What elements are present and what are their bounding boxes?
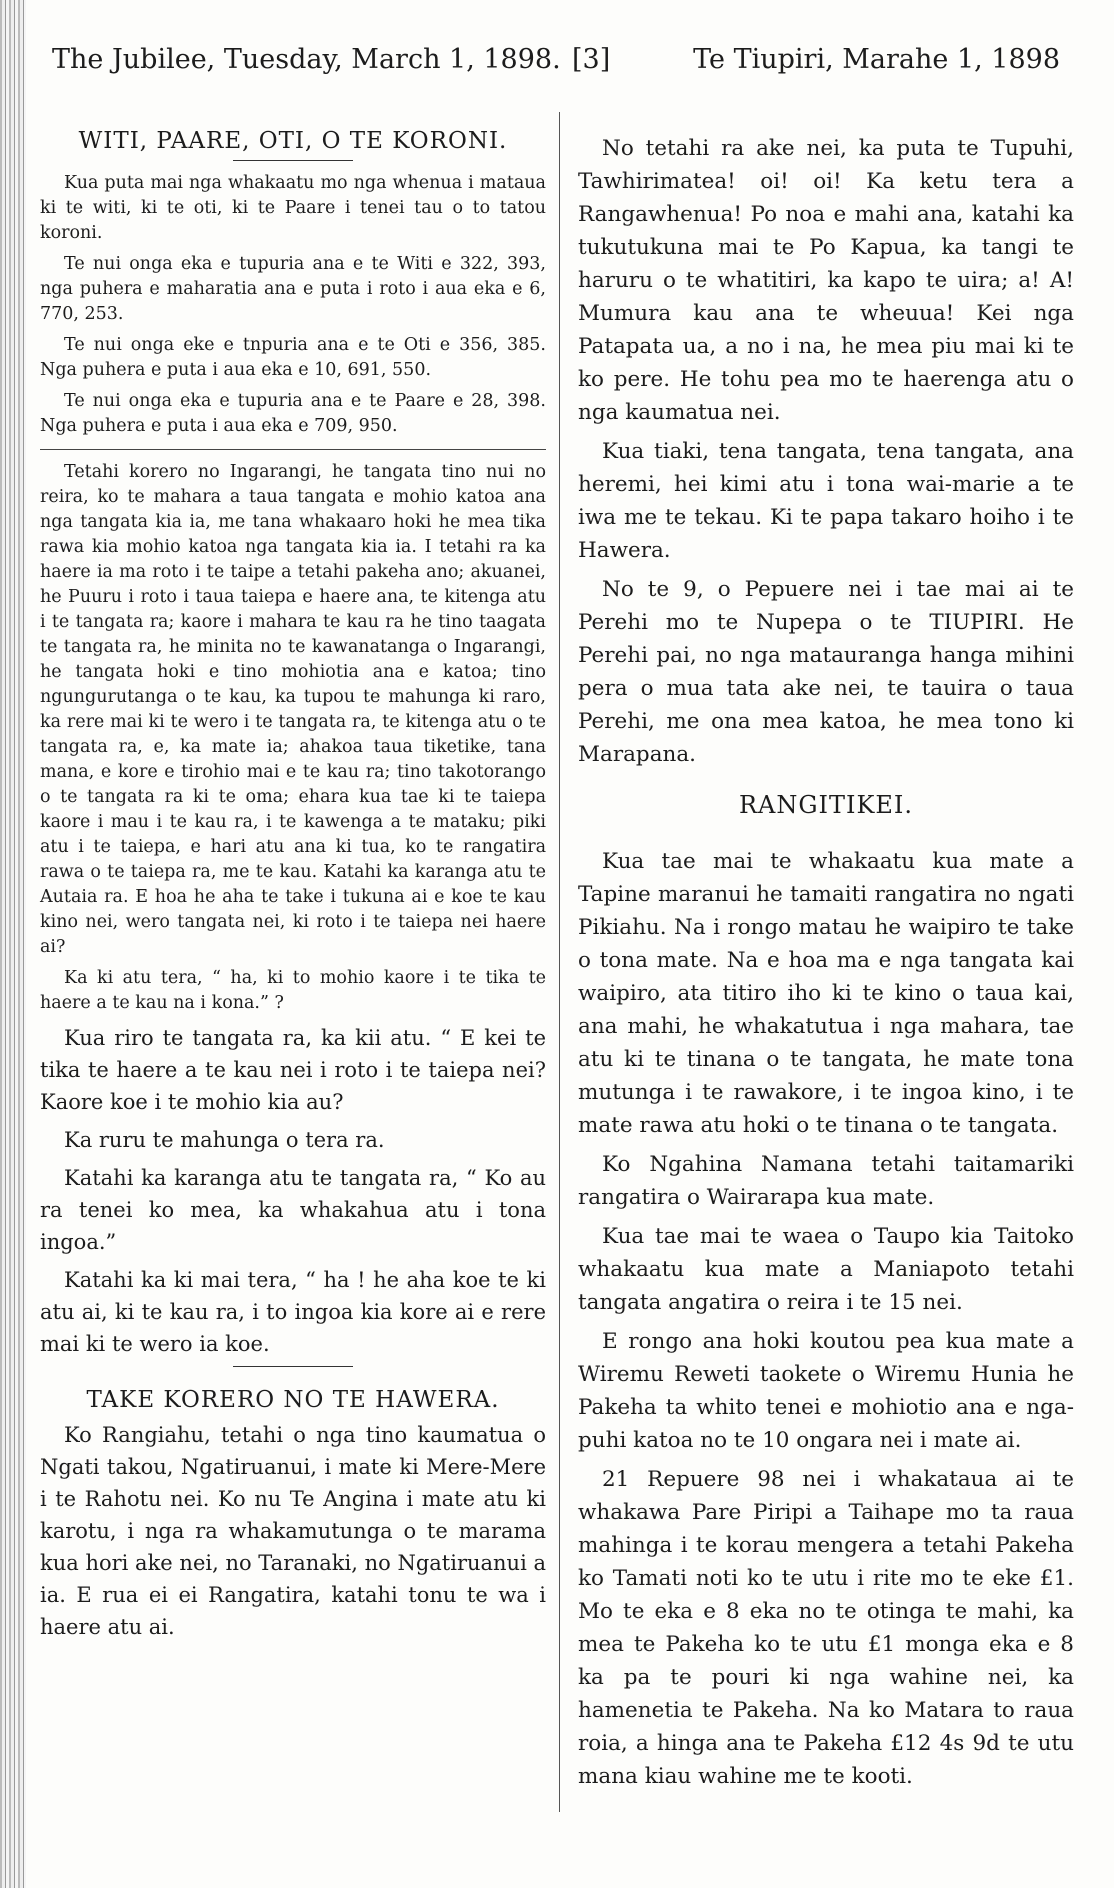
paragraph: No te 9, o Pepuere nei i tae mai ai te Perehi mo te Nupepa o te TIUPIRI. He Perehi pai, no nga matauranga hanga mihini pera o mua tata ake nei, te tauira o taua Perehi, me ona mea katoa, he mea tono ki Marapana. (578, 577, 1074, 767)
right-column (578, 132, 1074, 1799)
storm-article (578, 132, 1074, 771)
paragraph: Ka ruru te mahunga o tera ra. (64, 1128, 385, 1152)
page-number: [3] (572, 44, 611, 75)
hawera-article (40, 1419, 546, 1643)
paragraph: No tetahi ra ake nei, ka puta te Tupuhi, Tawhirimatea! oi! oi! Ka ketu tera a Rangawhenua! Po noa e mahi ana, katahi ka tukutukuna mai te Po Kapua, ka tangi te haruru o te whatitiri, ka kapo te uira; a! A! Mumura kau ana te wheuua! Kei nga Patapata ua, a no i na, he mea piu mai ki te ko pere. He tohu pea mo te haerenga atu o nga kaumatua nei. (578, 136, 1074, 425)
paragraph: E rongo ana hoki koutou pea kua mate a Wiremu Reweti taokete o Wiremu Hunia he Pakeha ta whito tenei e mohiotio ana e nga-puhi katoa no te 10 ongara nei i mate ai. (578, 1329, 1074, 1453)
column-divider (559, 112, 560, 1812)
paragraph: Ko Rangiahu, tetahi o nga tino kaumatua o Ngati takou, Ngatiruanui, i mate ki Mere-Mere i te Rahotu nei. Ko nu Te Angina i mate atu ki karotu, i nga ra whakamutunga o te marama kua hori ake nei, no Taranaki, no Ngatiruanui a ia. E rua ei ei Rangatira, katahi tonu te wa i haere atu ai. (40, 1423, 546, 1639)
rangitikei-article (578, 845, 1074, 1793)
paragraph: Kua puta mai nga whakaatu mo nga whenua i mataua ki te witi, ki te oti, ki te Paare i tenei tau o to tatou koroni. (40, 173, 546, 243)
section-title-crops: WITI, PAARE, OTI, O TE KORONI. (78, 128, 508, 154)
bull-story-continued (40, 1022, 546, 1360)
page-header (38, 44, 1074, 84)
paragraph: Te nui onga eka e tupuria ana e te Witi e 322, 393, nga puhera e maharatia ana e puta i roto i aua eka e 6, 770, 253. (40, 254, 546, 324)
section-divider (40, 449, 546, 450)
left-column (40, 108, 546, 1649)
paragraph: Tetahi korero no Ingarangi, he tangata tino nui no reira, ko te mahara a taua tangata e mohio katoa ana nga tangata kia ia, me tana whakaaro hoki he mea tika rawa kia mohio katoa nga tangata kia ia. I tetahi ra ka haere ia ma roto i te taipe a tetahi pakeha ano; akuanei, he Puuru i roto i taua taiepa e haere ana, te kitenga atu i te tangata ra; kaore i mahara te kau ra he tino taagata te tangata ra, he minita no te kawanatanga o Ingarangi, he tangata hoki e tino mohiotia ana e katoa; tino ngungurutanga o te kau, ka tupou te mahunga ki raro, ka rere mai ki te wero i te tangata ra, te kitenga atu o te tangata ra, e, ka mate ia; ahakoa taua tiketike, tana mana, e kore e tirohio mai e te kau ra; tino takotorango o te tangata ra ki te oma; ehara kua tae ki te taiepa kaore i mau i te kau ra, i te kawenga a te mataku; piki atu i te taiepa, e hari atu ana ki tua, ko te rangatira rawa o te taiepa ra, me te kau. Katahi ka karanga atu te Autaia ra. E hoa he aha te take i tukuna ai e koe te kau kino nei, wero tangata nei, ki roto i te taiepa nei haere ai? (40, 462, 546, 957)
paragraph: Ko Ngahina Namana tetahi taitamariki rangatira o Wairarapa kua mate. (578, 1152, 1074, 1210)
header-english-title: The Jubilee, Tuesday, March 1, 1898. (52, 44, 561, 75)
paragraph: Te nui onga eke e tnpuria ana e te Oti e 356, 385. Nga puhera e puta i aua eka e 10, 691, 550. (40, 335, 546, 380)
paragraph: Katahi ka karanga atu te tangata ra, “ Ko au ra tenei ko mea, ka whakahua atu i tona ingoa.” (40, 1166, 546, 1254)
section-divider (233, 1366, 353, 1367)
paragraph: 21 Repuere 98 nei i whakataua ai te whakawa Pare Piripi a Taihape mo ta raua mahinga i te korau mengera a tetahi Pakeha ko Tamati noti ko te utu i rite mo te eke £1. Mo te eka e 8 eka no te otinga te mahi, ka mea te Pakeha ko te utu £1 monga eka e 8 ka pa te pouri ki nga wahine nei, ka hamenetia te Pakeha. Na ko Matara to raua roia, a hinga ana te Pakeha £12 4s 9d te utu mana kiau wahine me te kooti. (578, 1467, 1074, 1789)
paragraph: Kua tae mai te whakaatu kua mate a Tapine maranui he tamaiti rangatira no ngati Pikiahu. Na i rongo matau he waipiro te take o tona mate. Na e hoa ma e nga tangata kai waipiro, ata titiro iho ki te kino o taua kai, ana mahi, he whakatutua i nga mahara, tae atu ki te tinana o te tangata, he mate tona mutunga i te rawakore, i te ingoa kino, i te mate rawa atu hoki o te tinana o te tangata. (578, 849, 1074, 1138)
binding-edge (0, 0, 26, 1888)
section-title-hawera: TAKE KORERO NO TE HAWERA. (86, 1387, 500, 1413)
header-maori-title: Te Tiupiri, Marahe 1, 1898 (693, 44, 1060, 75)
paragraph: Kua riro te tangata ra, ka kii atu. “ E kei te tika te haere a te kau nei i roto i te taiepa nei? Kaore koe i te mohio kia au? (40, 1026, 546, 1114)
paragraph: Te nui onga eka e tupuria ana e te Paare e 28, 398. Nga puhera e puta i aua eka e 709, 950. (40, 391, 546, 436)
crops-article (40, 171, 546, 439)
paragraph: Katahi ka ki mai tera, “ ha ! he aha koe te ki atu ai, ki te kau ra, i to ingoa kia kore ai e rere mai ki te wero ia koe. (40, 1268, 546, 1356)
section-title-rangitikei: RANGITIKEI. (738, 791, 914, 819)
paragraph: Ka ki atu tera, “ ha, ki to mohio kaore i te tika te haere a te kau na i kona.” ? (40, 968, 546, 1013)
paragraph: Kua tae mai te waea o Taupo kia Taitoko whakaatu kua mate a Maniapoto tetahi tangata angatira o reira i te 15 nei. (578, 1224, 1074, 1315)
title-underline (233, 160, 353, 161)
paragraph: Kua tiaki, tena tangata, tena tangata, ana heremi, hei kimi atu i tona wai-marie a te iwa me te tekau. Ki te papa takaro hoiho i te Hawera. (578, 439, 1074, 563)
bull-story (40, 460, 546, 1016)
